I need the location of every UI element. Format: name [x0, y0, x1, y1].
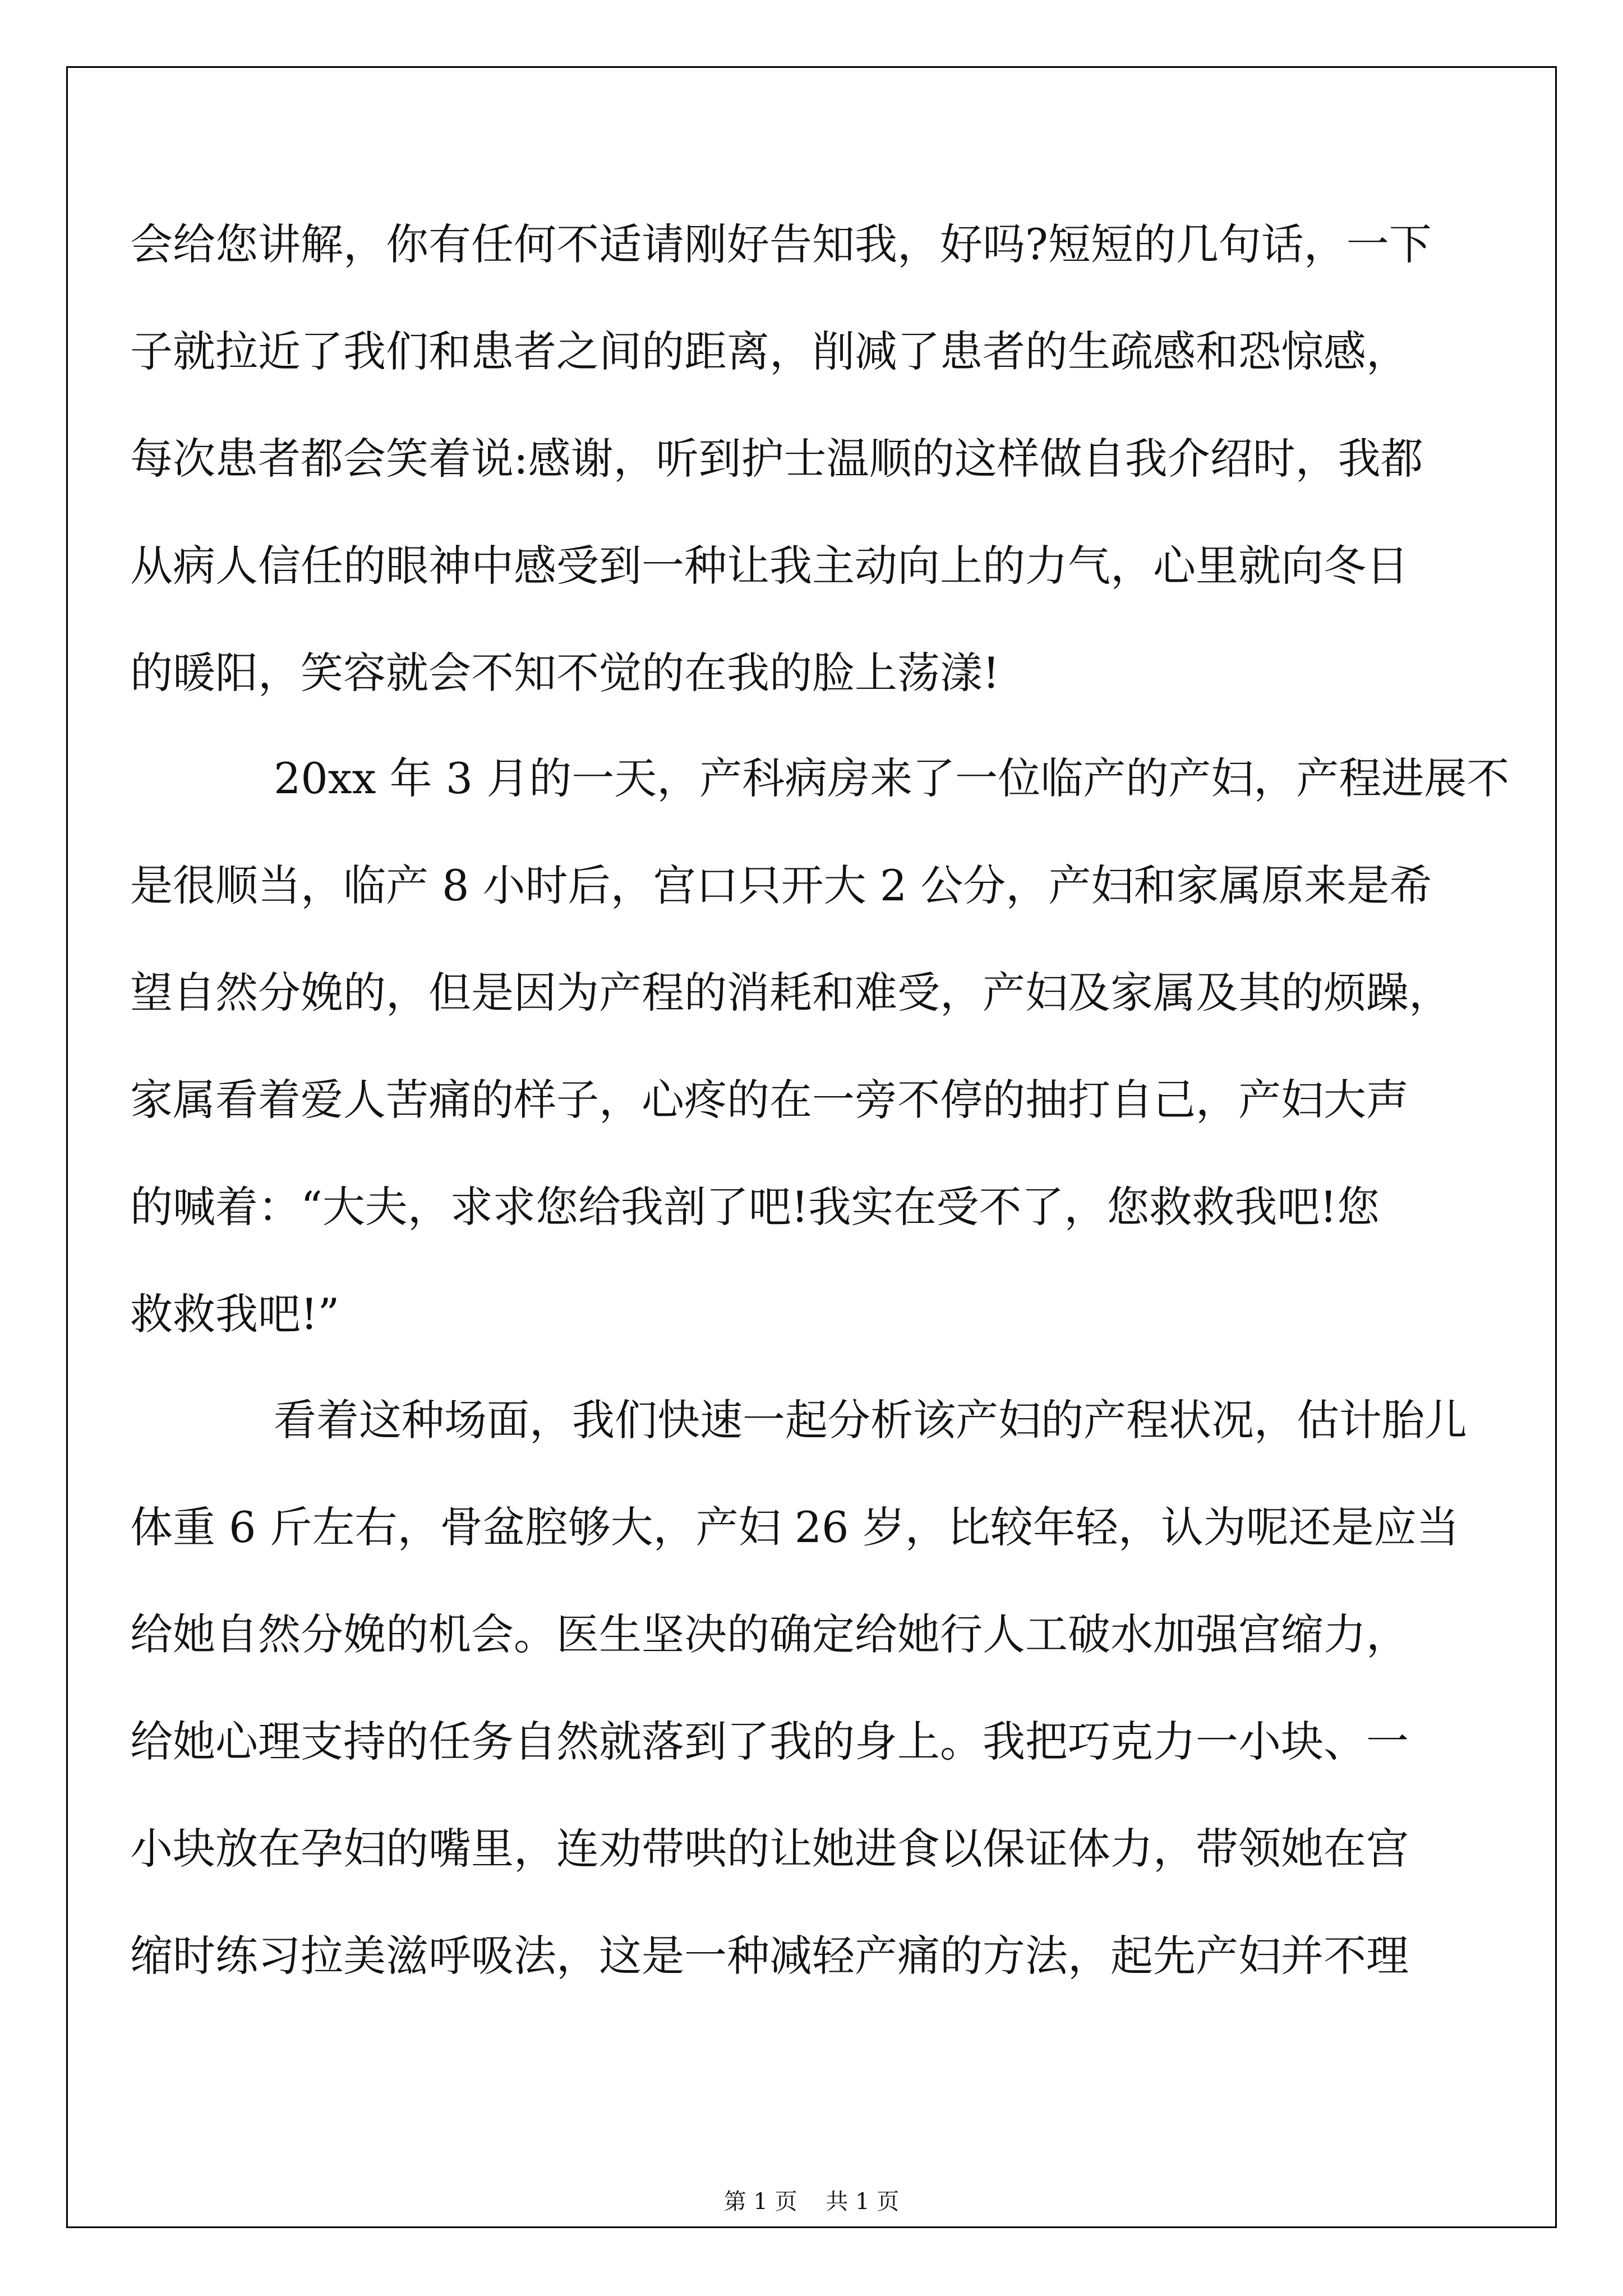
text-line: 的喊着：“大夫，求求您给我剖了吧!我实在受不了，您救救我吧!您: [130, 1182, 1380, 1232]
text-line: 给她自然分娩的机会。医生坚决的确定给她行人工破水加强宫缩力，: [130, 1609, 1409, 1659]
text-line: 小块放在孕妇的嘴里，连劝带哄的让她进食以保证体力，带领她在宫: [130, 1824, 1409, 1874]
text-line: 每次患者都会笑着说:感谢，听到护士温顺的这样做自我介绍时，我都: [130, 434, 1423, 484]
page-footer: 第 1 页 共 1 页: [723, 2189, 900, 2215]
text-line: 给她心理支持的任务自然就落到了我的身上。我把巧克力一小块、一: [130, 1717, 1409, 1766]
text-line: 从病人信任的眼神中感受到一种让我主动向上的力气，心里就向冬日: [130, 541, 1409, 591]
text-line: 是很顺当，临产 8 小时后，宫口只开大 2 公分，产妇和家属原来是希: [130, 861, 1432, 910]
text-line: 救救我吧!”: [130, 1289, 340, 1339]
text-line: 家属看着爱人苦痛的样子，心疼的在一旁不停的抽打自己，产妇大声: [130, 1075, 1409, 1125]
text-line: 体重 6 斤左右，骨盆腔够大，产妇 26 岁，比较年轻，认为呢还是应当: [130, 1502, 1459, 1552]
text-line: 子就拉近了我们和患者之间的距离，削减了患者的生疏感和恐惊感，: [130, 326, 1409, 376]
text-line: 的暖阳，笑容就会不知不觉的在我的脸上荡漾!: [130, 648, 1000, 698]
paragraph-first-line: 20xx 年 3 月的一天，产科病房来了一位临产的产妇，产程进展不: [274, 753, 1510, 803]
paragraph-first-line: 看着这种场面，我们快速一起分析该产妇的产程状况，估计胎儿: [274, 1395, 1467, 1445]
page-border: [66, 66, 1557, 2228]
text-line: 会给您讲解，你有任何不适请刚好告知我，好吗?短短的几句话，一下: [130, 219, 1432, 269]
text-line: 望自然分娩的，但是因为产程的消耗和难受，产妇及家属及其的烦躁，: [130, 968, 1451, 1018]
text-line: 缩时练习拉美滋呼吸法，这是一种减轻产痛的方法，起先产妇并不理: [130, 1931, 1409, 1981]
